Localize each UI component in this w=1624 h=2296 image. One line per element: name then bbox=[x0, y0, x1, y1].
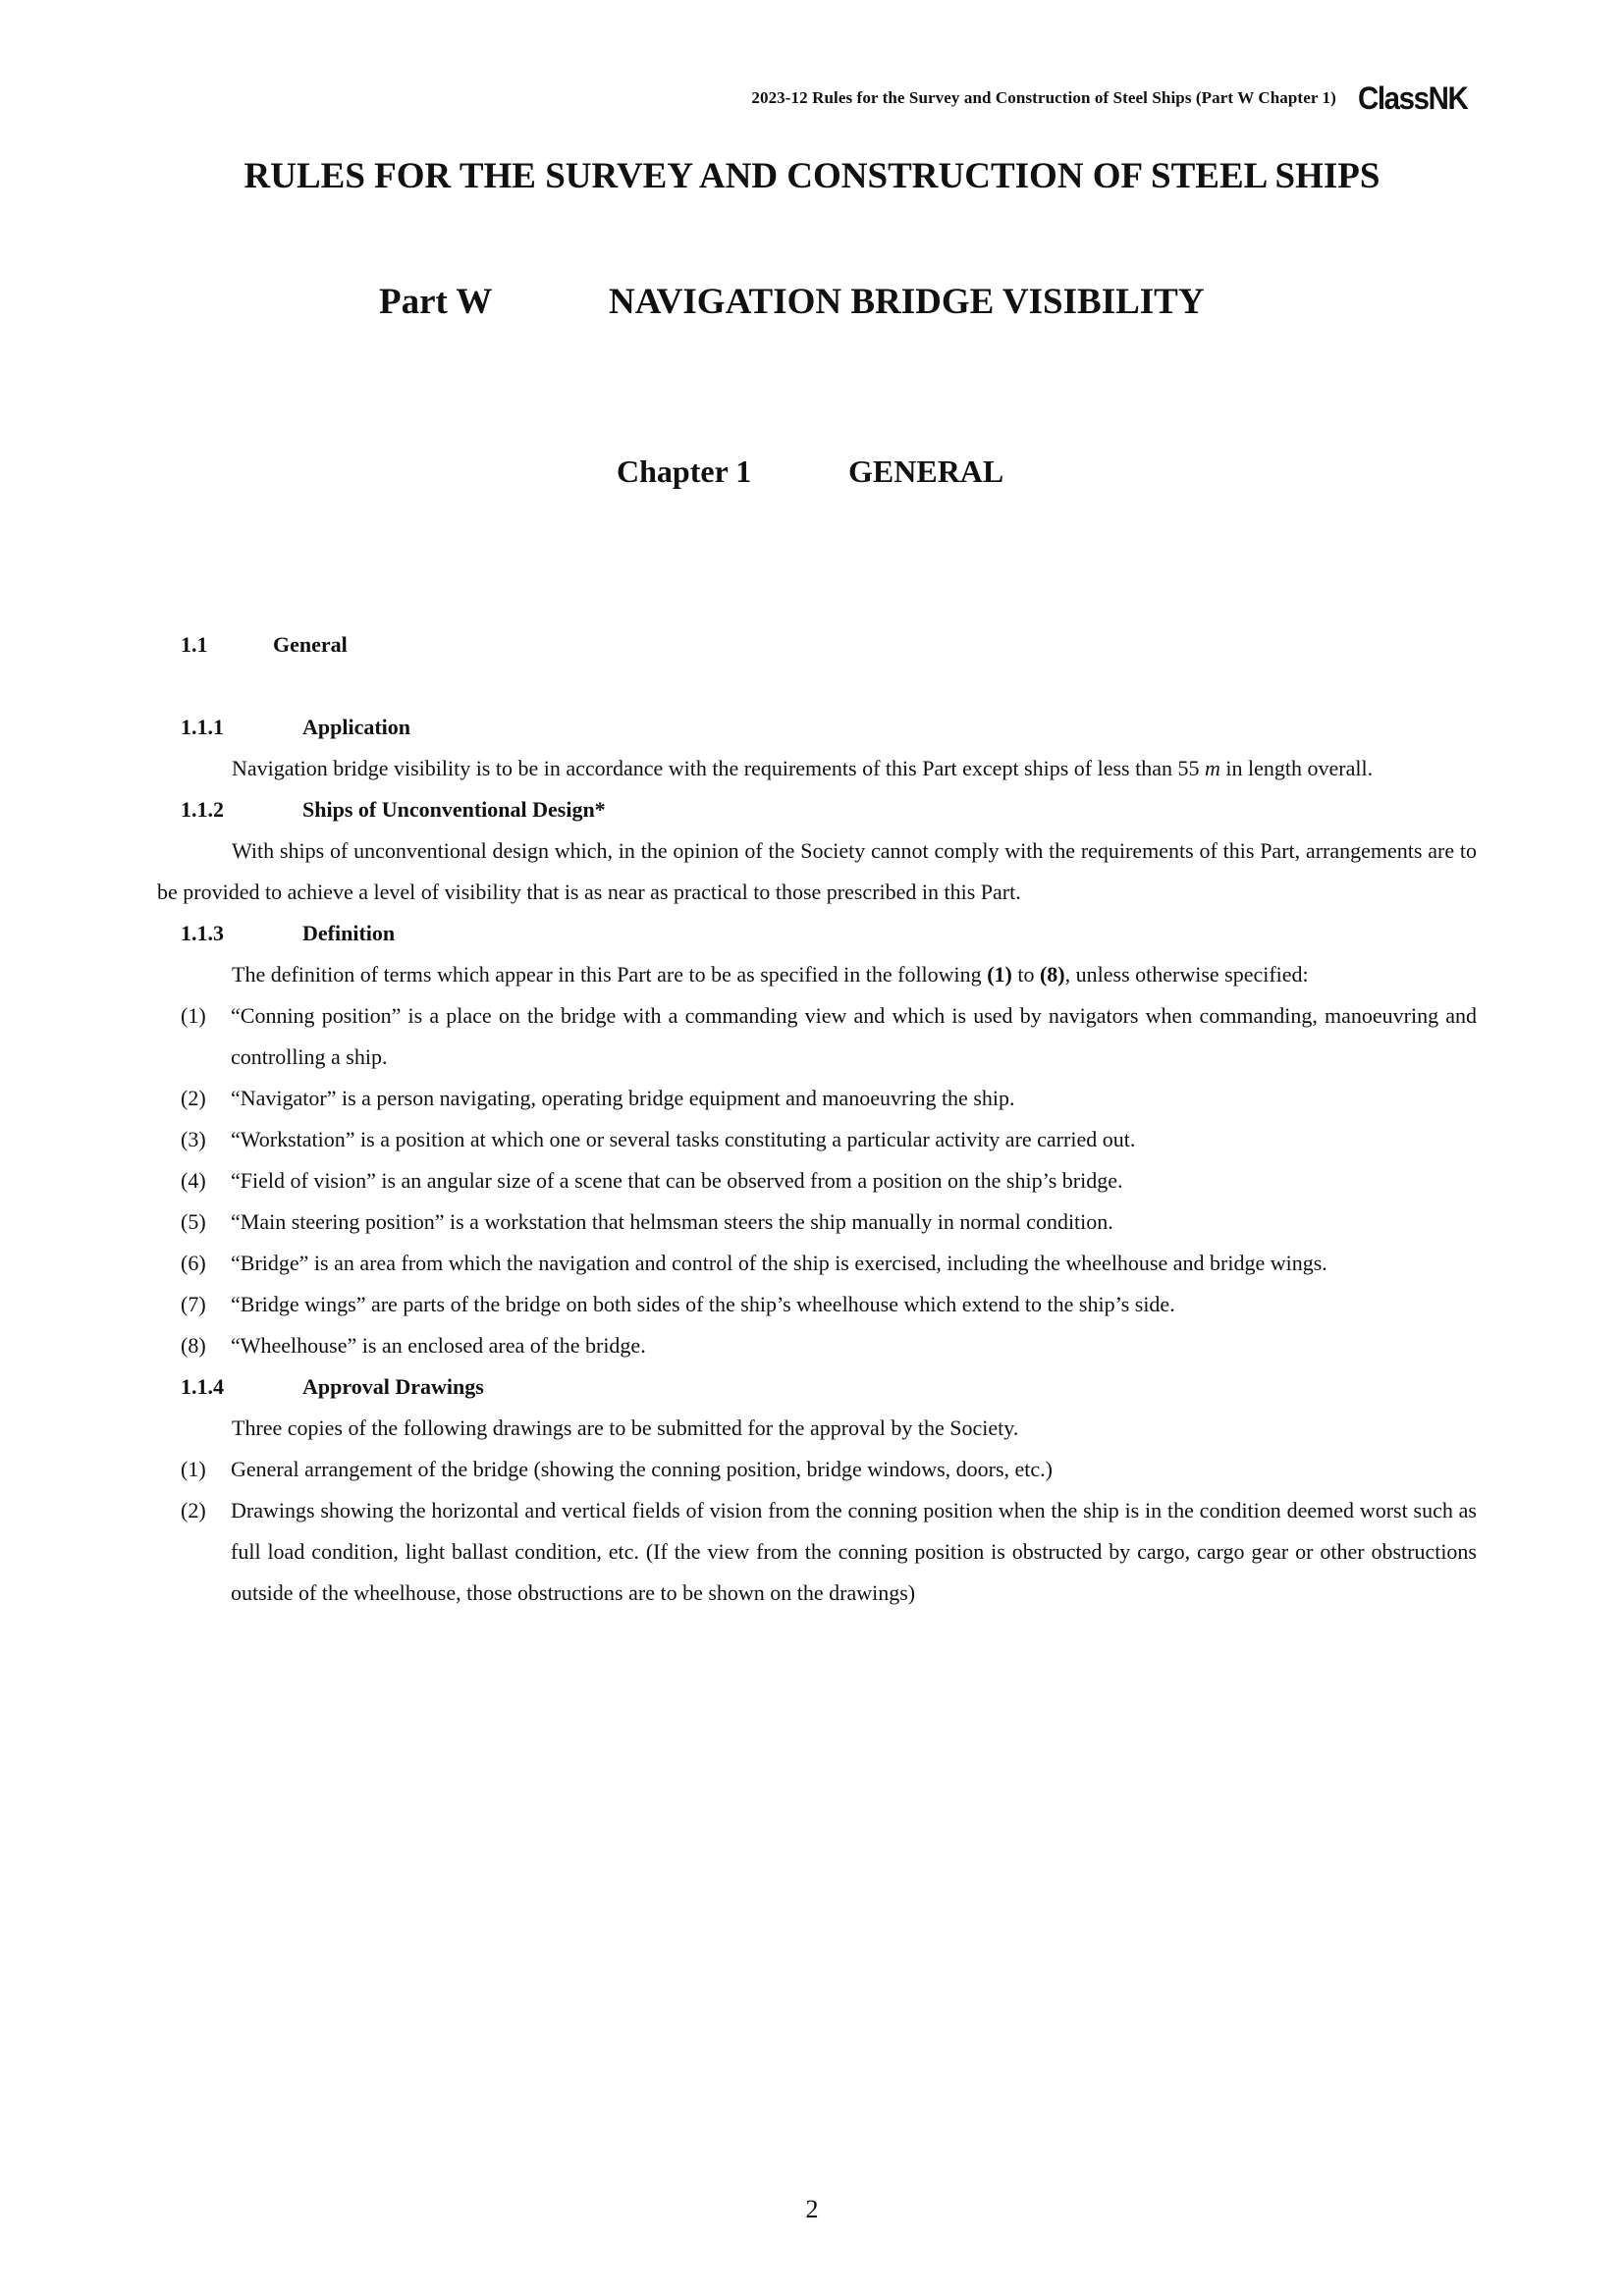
definition-item: (8) “Wheelhouse” is an enclosed area of the bridge. bbox=[181, 1333, 646, 1358]
part-title: NAVIGATION BRIDGE VISIBILITY bbox=[609, 282, 1205, 322]
definition-item: (7) “Bridge wings” are parts of the bridge on both sides of the ship’s wheelhouse which extend to the ship’s side. bbox=[181, 1292, 1175, 1316]
definition-item: (4) “Field of vision” is an angular size of a scene that can be observed from a position on the ship’s bridge. bbox=[181, 1168, 1123, 1193]
page-number: 2 bbox=[805, 2195, 819, 2223]
approval-item: (1) General arrangement of the bridge (showing the conning position, bridge windows, doors, etc.) bbox=[181, 1457, 1054, 1481]
section-heading-1-1 bbox=[157, 624, 1477, 666]
definition-item: (1) “Conning position” is a place on the bridge with a commanding view and which is used by navigators when commanding, manoeuvring and controlling a ship. bbox=[181, 1003, 1477, 1069]
chapter-label: Chapter 1 bbox=[617, 454, 752, 489]
section-title: General bbox=[273, 632, 348, 657]
definition-intro: The definition of terms which appear in this Part are to be as specified in the following (1) to (8), unless otherwise specified: bbox=[232, 962, 1309, 987]
section-number: 1.1 bbox=[181, 632, 208, 657]
definition-item: (3) “Workstation” is a position at which one or several tasks constituting a particular activity are carried out. bbox=[181, 1127, 1136, 1151]
chapter-title: GENERAL bbox=[848, 454, 1004, 489]
running-title: 2023-12 Rules for the Survey and Construction of Steel Ships (Part W Chapter 1) bbox=[751, 88, 1336, 107]
classnk-logo: ClassNK bbox=[1357, 80, 1468, 116]
subsection-heading-unconventional-design bbox=[157, 789, 1477, 830]
document-body bbox=[157, 624, 1477, 1614]
part-label: Part W bbox=[379, 282, 493, 322]
subsection-number: 1.1.1 bbox=[181, 715, 224, 739]
subsection-title: Ships of Unconventional Design* bbox=[302, 797, 606, 822]
subsection-heading-application bbox=[157, 707, 1477, 748]
approval-intro: Three copies of the following drawings are to be submitted for the approval by the Society. bbox=[232, 1415, 1019, 1440]
unconventional-design-paragraph: With ships of unconventional design which, in the opinion of the Society cannot comply with the requirements of this Part, arrangements are to be provided to achieve a level of visibility that is as near as practical to those prescribed in this Part. bbox=[157, 838, 1477, 904]
approval-item: (2) Drawings showing the horizontal and vertical fields of vision from the conning position when the ship is in the condition deemed worst such as full load condition, light ballast condition, etc. (If the view from the conning position is obstructed by cargo, cargo gear or other obstructions outside of the wheelhouse, those obstructions are to be shown on the drawings) bbox=[181, 1498, 1477, 1605]
definition-item: (6) “Bridge” is an area from which the navigation and control of the ship is exercised, including the wheelhouse and bridge wings. bbox=[181, 1251, 1327, 1275]
subsection-heading-definition bbox=[157, 913, 1477, 954]
subsection-number: 1.1.4 bbox=[181, 1374, 224, 1399]
unit-m: m bbox=[1205, 756, 1220, 780]
subsection-title: Definition bbox=[302, 921, 396, 945]
subsection-title: Approval Drawings bbox=[302, 1374, 484, 1399]
application-paragraph: Navigation bridge visibility is to be in accordance with the requirements of this Part except ships of less than 55 m in length overall. bbox=[232, 756, 1374, 780]
document-title: RULES FOR THE SURVEY AND CONSTRUCTION OF STEEL SHIPS bbox=[244, 156, 1380, 196]
subsection-number: 1.1.2 bbox=[181, 797, 224, 822]
subsection-title: Application bbox=[302, 715, 411, 739]
subsection-number: 1.1.3 bbox=[181, 921, 224, 945]
running-header bbox=[751, 82, 1477, 114]
definition-item: (5) “Main steering position” is a workstation that helmsman steers the ship manually in normal condition. bbox=[181, 1209, 1113, 1234]
subsection-heading-approval-drawings bbox=[157, 1366, 1477, 1408]
definition-item: (2) “Navigator” is a person navigating, operating bridge equipment and manoeuvring the ship. bbox=[181, 1086, 1015, 1110]
